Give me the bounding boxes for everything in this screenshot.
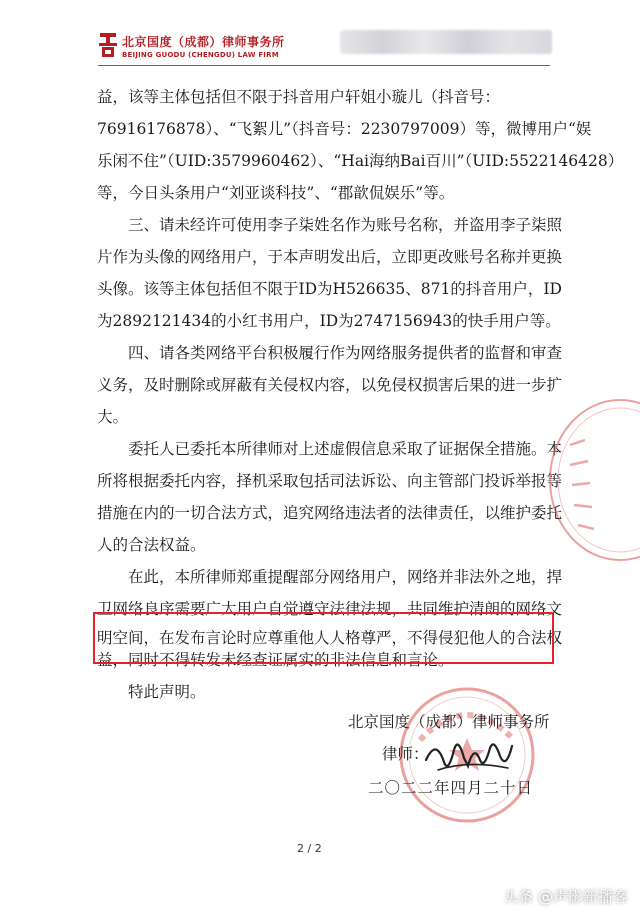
body-line: 片作为头像的网络用户，于本声明发出后，立即更改账号名称并更换 — [97, 248, 563, 266]
body-line: 措施在内的一切合法方式，追究网络违法者的法律责任，以维护委托 — [97, 504, 563, 522]
signature-date: 二〇二二年四月二十日 — [368, 779, 534, 797]
firm-name-en: BEIJING GUODU (CHENGDU) LAW FIRM — [122, 51, 279, 59]
body-line: 为2892121434的小红书用户，ID为2747156943的快手用户等。 — [97, 312, 561, 330]
signature-firm-name: 北京国度（成都）律师事务所 — [348, 713, 550, 731]
handwritten-signature-icon — [418, 730, 518, 780]
page-number: 2 / 2 — [297, 842, 322, 855]
body-line: 头像。该等主体包括但不限于ID为H526635、871的抖音用户，ID — [97, 280, 562, 298]
law-firm-logo-icon — [98, 32, 118, 58]
body-line: 所将根据委托内容，择机采取包括司法诉讼、向主管部门投诉举报等 — [97, 472, 563, 490]
body-line: 明空间，在发布言论时应尊重他人人格尊严，不得侵犯他人的合法权 — [97, 629, 563, 647]
body-line: 益，该等主体包括但不限于抖音用户轩姐小璇儿（抖音号： — [97, 88, 501, 106]
edge-seal-stamp-icon — [540, 395, 640, 565]
signature-lawyer-label: 律师： — [382, 745, 429, 763]
body-line: 四、请各类网络平台积极履行作为网络服务提供者的监督和审查 — [128, 344, 563, 362]
body-line: 三、请未经许可使用李子柒姓名作为账号名称，并盗用李子柒照 — [128, 216, 563, 234]
firm-name-cn: 北京国度（成都）律师事务所 — [122, 35, 285, 49]
body-line: 大。 — [97, 408, 129, 426]
body-line: 益，同时不得转发未经查证属实的非法信息和言论。 — [97, 651, 454, 669]
body-line: 委托人已委托本所律师对上述虚假信息采取了证据保全措施。本 — [128, 440, 563, 458]
body-line: 义务，及时删除或屏蔽有关侵权内容，以免侵权损害后果的进一步扩 — [97, 376, 563, 394]
closing-statement: 特此声明。 — [128, 683, 206, 701]
body-line: 在此，本所律师郑重提醒部分网络用户，网络并非法外之地，捍 — [128, 568, 563, 586]
body-line: 卫网络良序需要广大用户自觉遵守法律法规，共同维护清朗的网络文 — [97, 600, 563, 618]
body-line: 等，今日头条用户“刘亚谈科技”、“郡歆侃娱乐”等。 — [97, 184, 455, 202]
watermark: 头条 @声影新播客 — [503, 888, 628, 906]
header-divider — [98, 65, 550, 66]
body-line: 76916176878）、“飞絮儿”（抖音号：2230797009）等，微博用户“娱 — [97, 120, 592, 138]
highlight-annotation-box — [93, 612, 554, 664]
redacted-header-block — [340, 30, 552, 54]
body-line: 人的合法权益。 — [97, 536, 206, 554]
body-line: 乐闲不住”（UID:3579960462）、“Hai海纳Bai百川”（UID:5522146428） — [97, 152, 624, 170]
